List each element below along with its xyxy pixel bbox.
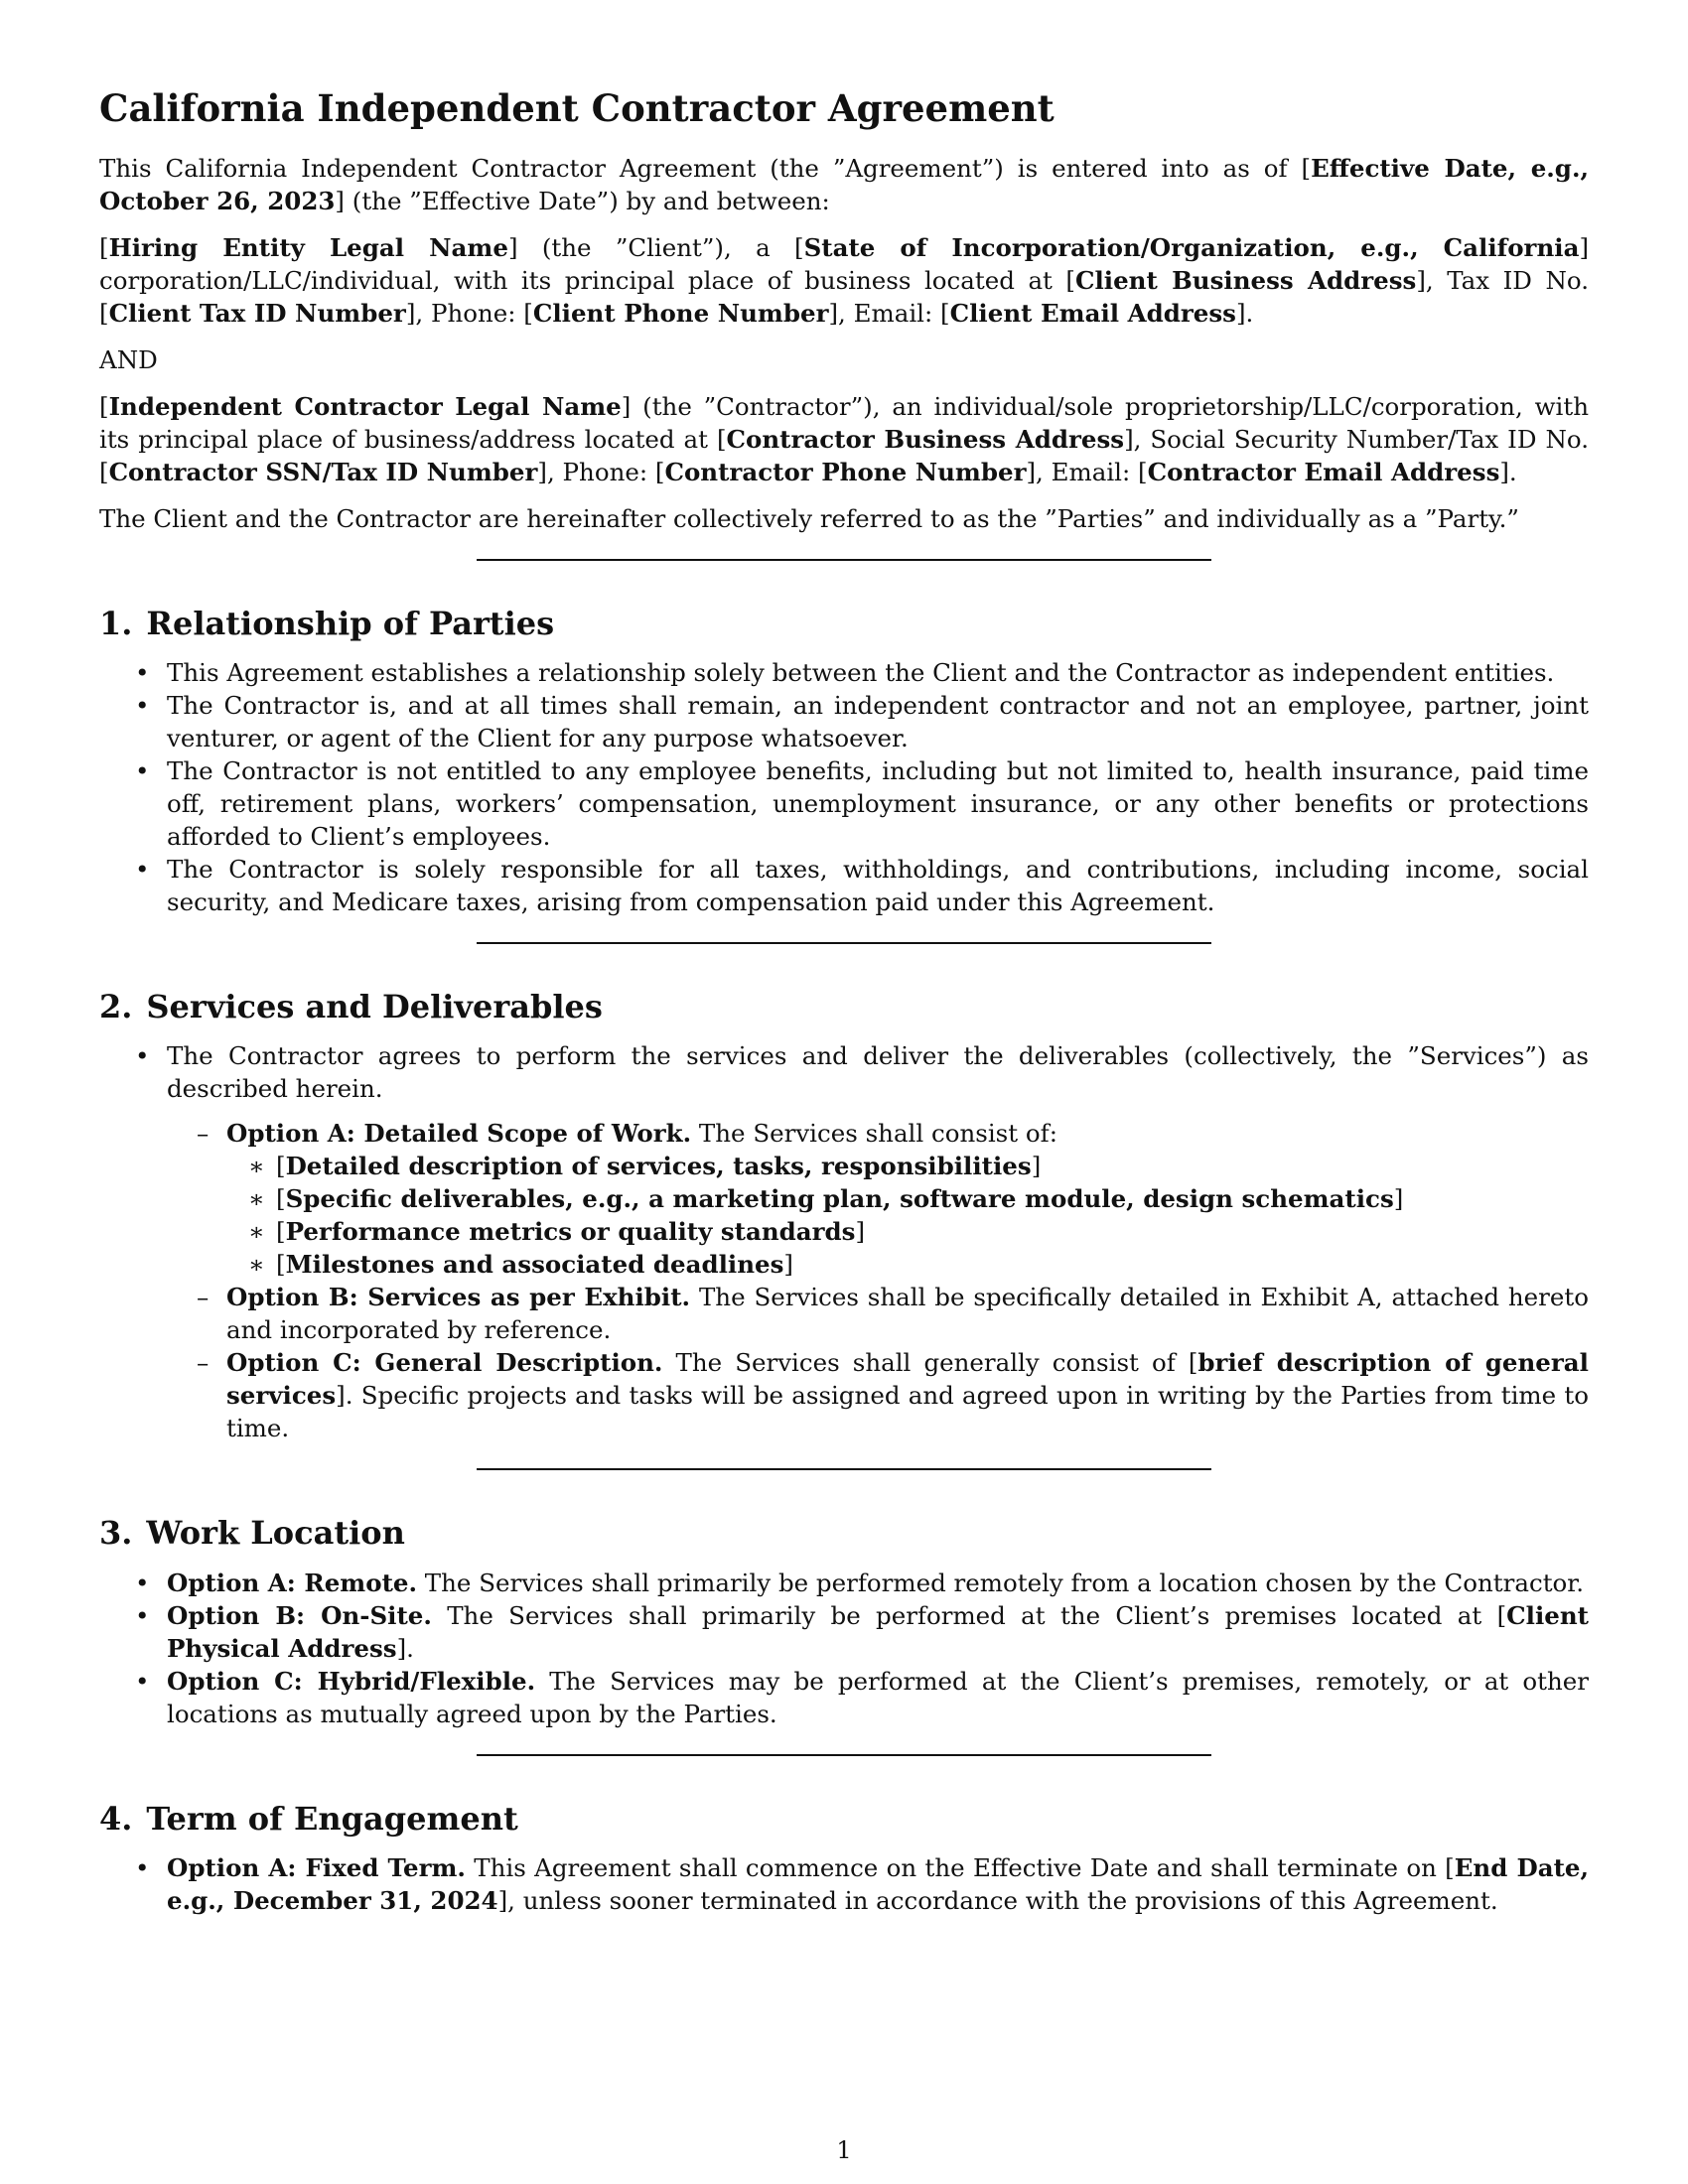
section-number: 2.: [99, 987, 133, 1025]
section-heading: [99, 1514, 1589, 1552]
contractor-name-placeholder: Independent Contractor Legal Name: [108, 391, 622, 421]
contractor-address-placeholder: Contractor Business Address: [726, 424, 1125, 454]
end-date-placeholder: End Date, e.g., December 31, 2024: [167, 1853, 1589, 1916]
option-label: Option B: Services as per Exhibit.: [226, 1283, 691, 1312]
client-email-placeholder: Client Email Address: [949, 298, 1236, 328]
scope-placeholder: Detailed description of services, tasks, responsibilities: [285, 1152, 1032, 1181]
scope-placeholder: Specific deliverables, e.g., a marketing plan, software module, design schematics: [285, 1184, 1394, 1214]
list-item: [99, 1039, 1589, 1444]
scope-placeholder: Milestones and associated deadlines: [285, 1250, 784, 1280]
contractor-text: ], Phone: [: [537, 457, 665, 486]
client-tax-id-placeholder: Client Tax ID Number: [108, 298, 406, 328]
section-number: 1.: [99, 604, 133, 642]
client-text: ] corporation/LLC/individual, with its principal place of business located at [: [99, 232, 1590, 295]
section-2-list: [99, 1039, 1589, 1444]
option-item: [167, 1281, 1589, 1346]
option-label: Option C: Hybrid/Flexible.: [167, 1666, 536, 1696]
scope-item: ∗ [Detailed description of services, tasks, responsibilities]: [226, 1150, 1589, 1182]
scope-list: [226, 1150, 1589, 1281]
list-item: [99, 1851, 1589, 1917]
section-1-list: [99, 656, 1589, 918]
contractor-ssn-placeholder: Contractor SSN/Tax ID Number: [108, 457, 538, 486]
option-label: Option A: Remote.: [167, 1568, 418, 1597]
section-divider: [477, 1754, 1211, 1756]
list-item: [99, 1665, 1589, 1730]
scope-item: ∗ [Performance metrics or quality standards]: [226, 1215, 1589, 1248]
list-item: • This Agreement establishes a relationship solely between the Client and the Contractor as independent entities.: [99, 656, 1589, 689]
contractor-text: ], Email: [: [1026, 457, 1148, 486]
list-item: • The Contractor is solely responsible for all taxes, withholdings, and contributions, including income, social security, and Medicare taxes, arising from compensation paid under this Agreement.: [99, 853, 1589, 918]
contractor-paragraph: [99, 390, 1589, 488]
client-text: ], Tax ID No. [: [99, 265, 1589, 328]
section-4-list: [99, 1851, 1589, 1917]
client-text: ].: [1235, 298, 1254, 328]
effective-date-placeholder: Effective Date, e.g., October 26, 2023: [99, 153, 1589, 215]
client-paragraph: [99, 231, 1589, 330]
contractor-text: ], Social Security Number/Tax ID No. [: [99, 424, 1589, 486]
option-label: Option C: General Description.: [226, 1348, 663, 1378]
option-text: The Services shall be specifically detailed in Exhibit A, attached hereto and incorporated by reference.: [226, 1283, 1589, 1345]
section-heading: [99, 988, 1589, 1025]
section-divider: [477, 559, 1211, 561]
section-heading: [99, 605, 1589, 642]
option-text: The Services shall primarily be performed at the Client’s premises located at [: [431, 1600, 1507, 1630]
scope-item: ∗ [Specific deliverables, e.g., a marketing plan, software module, design schematics]: [226, 1182, 1589, 1215]
document-title: California Independent Contractor Agreement: [99, 86, 1055, 130]
page-number: 1: [836, 2136, 852, 2164]
intro-paragraph: [99, 152, 1589, 217]
general-services-placeholder: brief description of general services: [226, 1348, 1589, 1411]
option-text: The Services shall generally consist of [: [662, 1348, 1198, 1378]
section-number: 4.: [99, 1799, 133, 1838]
section-3-list: [99, 1567, 1589, 1730]
client-physical-address-placeholder: Client Physical Address: [167, 1600, 1589, 1663]
option-text: ]. Specific projects and tasks will be assigned and agreed upon in writing by the Parties from time to time.: [226, 1381, 1589, 1443]
client-text: ], Email: [: [828, 298, 950, 328]
section-title: Relationship of Parties: [146, 604, 555, 642]
option-text: ], unless sooner terminated in accordance with the provisions of this Agreement.: [497, 1886, 1498, 1916]
services-options-list: [167, 1117, 1589, 1444]
client-text: ] (the ”Client”), a [: [507, 232, 804, 262]
parties-paragraph: The Client and the Contractor are hereinafter collectively referred to as the ”Parties” and individually as a ”Party.”: [99, 503, 1519, 533]
option-text: The Services shall consist of:: [691, 1119, 1057, 1149]
list-item: [99, 1567, 1589, 1599]
list-item: • The Contractor is, and at all times shall remain, an independent contractor and not an employee, partner, joint venturer, or agent of the Client for any purpose whatsoever.: [99, 689, 1589, 754]
section-heading: [99, 1800, 1589, 1838]
section-divider: [477, 942, 1211, 944]
client-text: [: [99, 232, 109, 262]
section-title: Term of Engagement: [146, 1799, 518, 1838]
contractor-email-placeholder: Contractor Email Address: [1147, 457, 1500, 486]
contractor-phone-placeholder: Contractor Phone Number: [664, 457, 1027, 486]
option-item: [167, 1117, 1589, 1281]
scope-placeholder: Performance metrics or quality standards: [285, 1217, 856, 1247]
list-item: [99, 1599, 1589, 1665]
client-state-placeholder: State of Incorporation/Organization, e.g., California: [803, 232, 1580, 262]
contractor-text: ].: [1499, 457, 1517, 486]
option-text: The Services shall primarily be performed remotely from a location chosen by the Contractor.: [417, 1568, 1585, 1597]
contractor-text: [: [99, 391, 109, 421]
and-text: AND: [99, 344, 158, 374]
services-intro: The Contractor agrees to perform the services and deliver the deliverables (collectively, the ”Services”) as described herein.: [167, 1041, 1589, 1104]
option-label: Option A: Fixed Term.: [167, 1853, 466, 1883]
client-name-placeholder: Hiring Entity Legal Name: [108, 232, 508, 262]
list-item: • The Contractor is not entitled to any employee benefits, including but not limited to, health insurance, paid time off, retirement plans, workers’ compensation, unemployment insurance, or any other benefits or protections afforded to Client’s employees.: [99, 754, 1589, 853]
option-label: Option A: Detailed Scope of Work.: [226, 1119, 692, 1149]
section-title: Work Location: [146, 1514, 405, 1553]
option-text: ].: [396, 1633, 414, 1663]
client-address-placeholder: Client Business Address: [1074, 265, 1417, 295]
option-text: This Agreement shall commence on the Effective Date and shall terminate on [: [465, 1853, 1455, 1883]
client-text: ], Phone: [: [405, 298, 533, 328]
section-title: Services and Deliverables: [146, 987, 603, 1025]
option-label: Option B: On-Site.: [167, 1600, 432, 1630]
option-text: The Services may be performed at the Client’s premises, remotely, or at other locations as mutually agreed upon by the Parties.: [167, 1666, 1590, 1728]
intro-text: ] (the ”Effective Date”) by and between:: [335, 186, 830, 215]
contractor-text: ] (the ”Contractor”), an individual/sole proprietorship/LLC/corporation, with its principal place of business/address located at [: [99, 391, 1589, 454]
intro-text: This California Independent Contractor Agreement (the ”Agreement”) is entered into as of [: [99, 153, 1312, 183]
client-phone-placeholder: Client Phone Number: [532, 298, 829, 328]
document-page: [99, 87, 1589, 1917]
scope-item: ∗ [Milestones and associated deadlines]: [226, 1248, 1589, 1281]
section-number: 3.: [99, 1514, 133, 1553]
option-item: [167, 1346, 1589, 1444]
section-divider: [477, 1468, 1211, 1470]
